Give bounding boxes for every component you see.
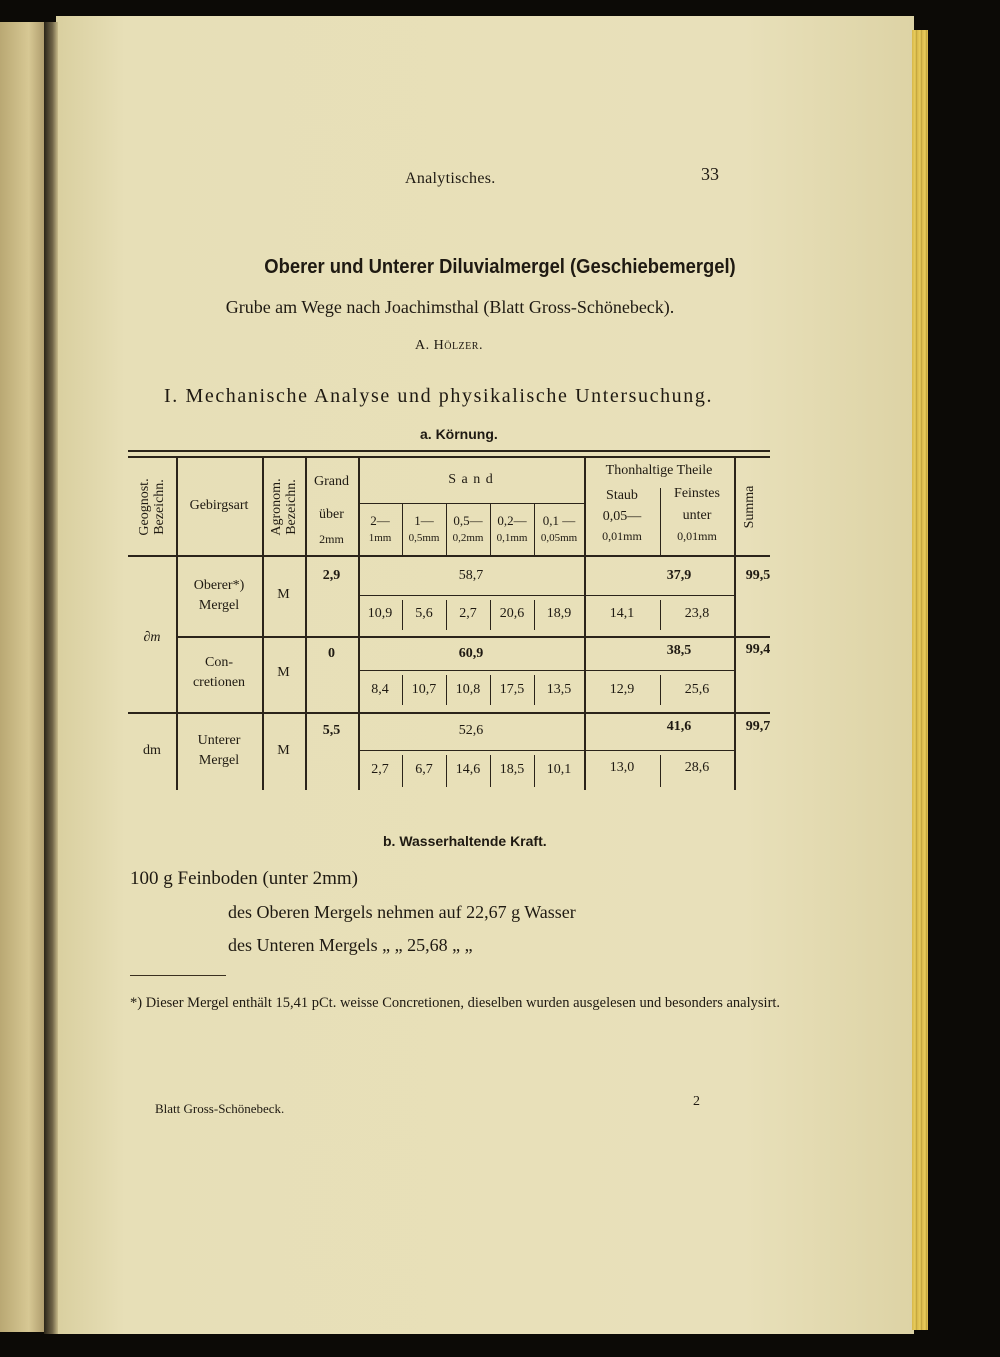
- water-line-upper: des Oberen Mergels nehmen auf 22,67 g Wasser: [228, 902, 576, 922]
- left-page-edge: [0, 22, 48, 1332]
- header-staub: Staub: [606, 488, 638, 503]
- header-feinstes: Feinstes: [674, 486, 720, 501]
- row2-thon-total: 38,5: [666, 643, 692, 658]
- header-geognost-line2: Bezeichn.: [152, 479, 167, 535]
- header-grand: Grand: [314, 474, 349, 489]
- subsection-heading-a: a. Körnung.: [420, 426, 498, 442]
- footnote: *) Dieser Mergel enthält 15,41 pCt. weisse Concretionen, dieselben wurden ausgelesen und besonders analysirt.: [130, 995, 781, 1011]
- header-agronom: [269, 457, 299, 557]
- signature-right: 2: [693, 1094, 700, 1109]
- row3-staub: 13,0: [609, 760, 635, 775]
- row1-agronom: M: [277, 587, 290, 602]
- row2-sand-total: 60,9: [458, 646, 484, 661]
- col-rule: [584, 457, 586, 790]
- sand-subcol-rule: [490, 504, 491, 555]
- col-rule: [358, 457, 360, 790]
- row1-gebirgsart-1: Oberer*): [193, 578, 245, 593]
- row1-grand: 2,9: [322, 568, 341, 583]
- header-sand-col1: 2—: [370, 513, 390, 528]
- book-gutter: [44, 22, 58, 1334]
- signature-left: Blatt Gross-Schönebeck.: [155, 1101, 285, 1116]
- row1-sand-total: 58,7: [458, 568, 484, 583]
- header-sand-col2-unit: 0,5mm: [408, 532, 440, 544]
- section-heading: I. Mechanische Analyse und physikalische Untersuchung.: [164, 385, 714, 407]
- header-staub-unit: 0,01mm: [602, 529, 642, 543]
- sand-header-rule: [358, 503, 584, 504]
- row2-gebirgsart-1: Con-: [205, 655, 233, 670]
- row1-total-rule: [358, 595, 736, 596]
- header-sand-col3: 0,5—: [453, 513, 483, 528]
- row2-sand-2: 10,7: [411, 682, 437, 697]
- row1-thon-total: 37,9: [666, 568, 692, 583]
- row3-sand-2: 6,7: [415, 762, 433, 777]
- sand-subcol-rule: [534, 504, 535, 555]
- water-intro: 100 g Feinboden (unter 2mm): [130, 868, 358, 889]
- row2-agronom: M: [277, 665, 290, 680]
- header-sand-col3-unit: 0,2mm: [452, 532, 484, 544]
- row3-sand-4: 18,5: [499, 762, 525, 777]
- header-sand-col4: 0,2—: [497, 513, 527, 528]
- row2-total-rule: [358, 670, 736, 671]
- water-line-lower: des Unteren Mergels „ „ 25,68 „ „: [228, 935, 473, 955]
- row3-summa: 99,7: [745, 719, 771, 734]
- row2-sand-3: 10,8: [455, 682, 481, 697]
- row2-staub: 12,9: [609, 682, 635, 697]
- running-head: Analytisches.: [405, 170, 496, 187]
- subsection-heading-b: b. Wasserhaltende Kraft.: [383, 833, 547, 849]
- row1-sand-4: 20,6: [499, 606, 525, 621]
- grain-size-table: [128, 450, 770, 790]
- header-thon: Thonhaltige Theile: [605, 463, 713, 478]
- row3-gebirgsart-2: Mergel: [198, 753, 240, 768]
- row3-sand-5: 10,1: [546, 762, 572, 777]
- row2-gebirgsart-2: cretionen: [192, 675, 246, 690]
- row3-sand-total: 52,6: [458, 723, 484, 738]
- row3-agronom: M: [277, 743, 290, 758]
- header-summa: Summa: [742, 485, 757, 529]
- row3-gebirgsart-1: Unterer: [197, 733, 241, 748]
- header-feinstes-unit: 0,01mm: [677, 529, 717, 543]
- header-grand-2mm: 2mm: [319, 532, 344, 546]
- header-agronom-line2: Bezeichn.: [284, 479, 299, 535]
- row3-thon-total: 41,6: [666, 719, 692, 734]
- row2-summa: 99,4: [745, 642, 771, 657]
- geognost-upper: ∂m: [143, 630, 161, 645]
- table-top-rule: [128, 450, 770, 452]
- header-grand-ueber: über: [319, 507, 344, 522]
- row1-sand-3: 2,7: [459, 606, 477, 621]
- header-sand: S a n d: [448, 472, 494, 487]
- sand-subcol-rule: [446, 504, 447, 555]
- row1-sand-5: 18,9: [546, 606, 572, 621]
- header-sand-col5-unit: 0,05mm: [540, 532, 578, 544]
- header-sand-col5: 0,1 —: [542, 513, 576, 528]
- row1-staub: 14,1: [609, 606, 635, 621]
- row1-sand-1: 10,9: [367, 606, 393, 621]
- header-bottom-rule: [128, 555, 770, 557]
- header-staub-range: 0,05—: [602, 509, 642, 524]
- row2-sand-1: 8,4: [371, 682, 389, 697]
- page-subtitle: Grube am Wege nach Joachimsthal (Blatt Gross-Schönebeck).: [225, 297, 675, 317]
- table-top-rule-2: [128, 456, 770, 458]
- header-sand-col1-unit: 1mm: [368, 532, 392, 544]
- header-geognost: [137, 457, 167, 557]
- row2-grand: 0: [328, 646, 335, 661]
- page-title: Oberer und Unterer Diluvialmergel (Geschiebemergel): [264, 256, 736, 278]
- header-gebirgsart: Gebirgsart: [189, 498, 249, 513]
- row2-sand-5: 13,5: [546, 682, 572, 697]
- header-agronom-line1: Agronom.: [269, 478, 284, 536]
- row3-total-rule: [358, 750, 736, 751]
- row3-grand: 5,5: [322, 723, 341, 738]
- header-sand-col4-unit: 0,1mm: [496, 532, 528, 544]
- col-rule: [734, 457, 736, 790]
- header-sand-col2: 1—: [414, 513, 434, 528]
- row1-summa: 99,5: [745, 568, 771, 583]
- row3-sand-3: 14,6: [455, 762, 481, 777]
- page-block-edge: [912, 30, 928, 1330]
- row2-feinstes: 25,6: [684, 682, 710, 697]
- col-rule: [262, 457, 264, 790]
- sand-subcol-rule: [402, 504, 403, 555]
- author: A. Hölzer.: [415, 338, 483, 353]
- geognost-lower: dm: [143, 743, 161, 758]
- header-feinstes-unter: unter: [682, 508, 712, 523]
- row2-bottom-rule: [128, 712, 770, 714]
- row2-sand-4: 17,5: [499, 682, 525, 697]
- row3-feinstes: 28,6: [684, 760, 710, 775]
- row1-feinstes: 23,8: [684, 606, 710, 621]
- footnote-rule: [130, 975, 226, 976]
- row1-sand-2: 5,6: [415, 606, 433, 621]
- page-number: 33: [701, 164, 719, 184]
- header-geognost-line1: Geognost.: [137, 478, 152, 536]
- row1-gebirgsart-2: Mergel: [198, 598, 240, 613]
- row1-bottom-rule: [176, 636, 770, 638]
- row3-sand-1: 2,7: [371, 762, 389, 777]
